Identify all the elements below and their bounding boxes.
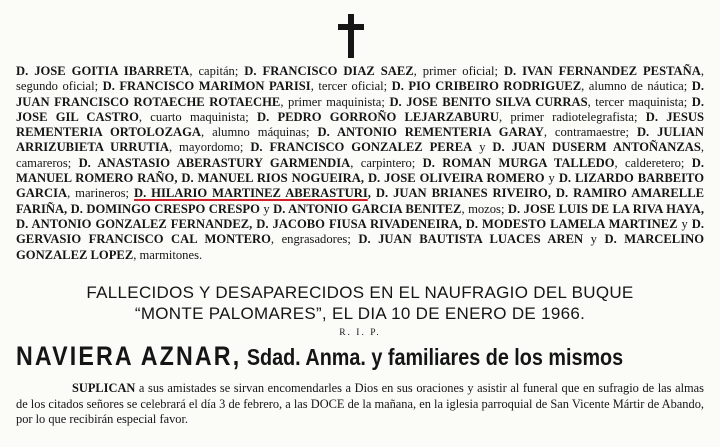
company-rest: Sdad. Anma. y familiares de los mismos — [241, 344, 624, 370]
company-name: NAVIERA AZNAR, — [16, 341, 242, 371]
heading-line-2: “MONTE PALOMARES”, EL DIA 10 DE ENERO DE 1966. — [134, 304, 586, 323]
rip-label: R. I. P. — [339, 328, 381, 338]
heading-line-1: FALLECIDOS Y DESAPARECIDOS EN EL NAUFRAGIO DEL BUQUE — [86, 283, 634, 302]
company-line — [16, 341, 624, 372]
funeral-invitation: SUPLICAN a sus amistades se sirvan encomendarles a Dios en sus oraciones y asistir al funeral que en sufragio de las almas de los citados señores se celebrará el día 3 de febrero, a las DOCE de la mañana, en la iglesia parroquial de San Vicente Mártir de Abando, por lo que recibirán especial favor. — [16, 381, 704, 427]
cross-icon — [336, 14, 366, 58]
crew-list: D. JOSE GOITIA IBARRETA, capitán; D. FRANCISCO DIAZ SAEZ, primer oficial; D. IVAN FERNANDEZ PESTAÑA, segundo oficial; D. FRANCISCO MARIMON PARISI, tercer oficial; D. PIO CRIBEIRO RODRIGUEZ, alumno de náutica; D. JUAN FRANCISCO ROTAECHE ROTAECHE, primer maquinista; D. JOSE BENITO SILVA CURRAS, tercer maquinista; D. JOSE GIL CASTRO, cuarto maquinista; D. PEDRO GORROÑO LEJARZABURU, primer radiotelegrafista; D. JESUS REMENTERIA ORTOLOZAGA, alumno máquinas; D. ANTONIO REMENTERIA GARAY, contramaestre; D. JULIAN ARRIZUBIETA URRUTIA, mayordomo; D. FRANCISCO GONZALEZ PEREA y D. JUAN DUSERM ANTOÑANZAS, camareros; D. ANASTASIO ABERASTURY GARMENDIA, carpintero; D. ROMAN MURGA TALLEDO, calderetero; D. MANUEL ROMERO RAÑO, D. MANUEL RIOS NOGUEIRA, D. JOSE OLIVEIRA ROMERO y D. LIZARDO BARBEITO GARCIA, marineros; D. HILARIO MARTINEZ ABERASTURI, D. JUAN BRIANES RIVEIRO, D. RAMIRO AMARELLE FARIÑA, D. DOMINGO CRESPO CRESPO y D. ANTONIO GARCIA BENITEZ, mozos; D. JOSE LUIS DE LA RIVA HAYA, D. ANTONIO GONZALEZ FERNANDEZ, D. JACOBO FIUSA RIVADENEIRA, D. MODESTO LAMELA MARTINEZ y D. GERVASIO FRANCISCO CAL MONTERO, engrasadores; D. JUAN BAUTISTA LUACES AREN y D. MARCELINO GONZALEZ LOPEZ, marmitones. — [16, 64, 705, 262]
notice-heading — [20, 282, 700, 324]
